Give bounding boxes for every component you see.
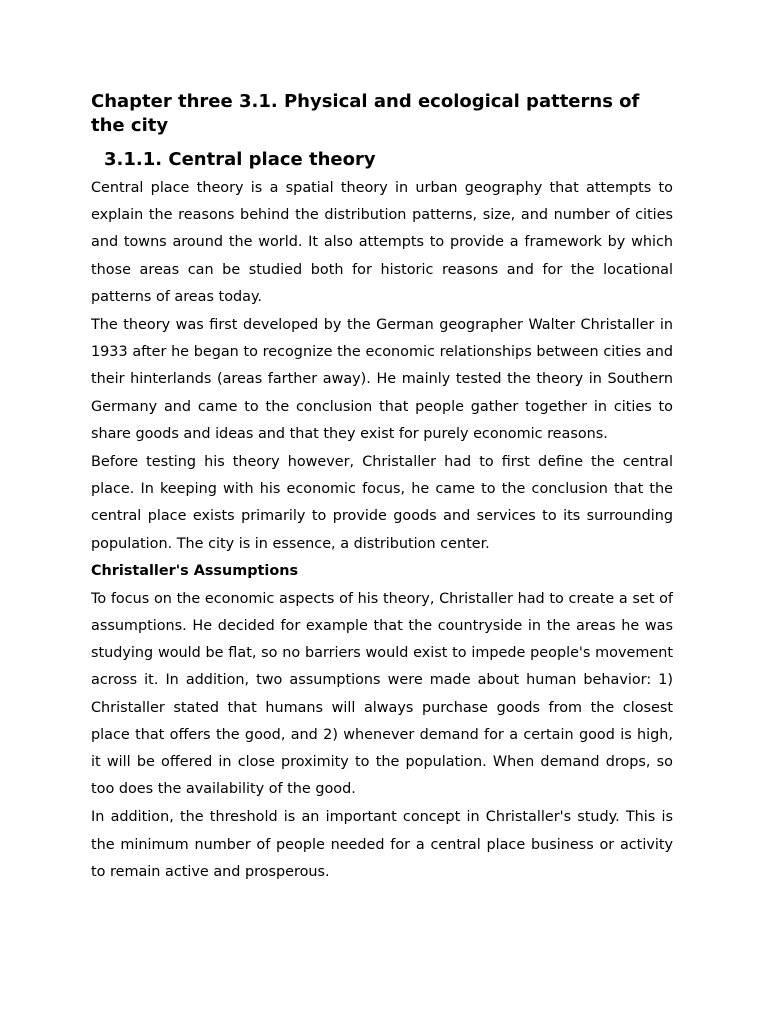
section-heading: 3.1.1. Central place theory: [104, 149, 376, 170]
assumptions-heading: Christaller's Assumptions: [91, 562, 299, 579]
paragraph-intro-1: Central place theory is a spatial theory in urban geography that attempts to explain the reasons behind the distribution patterns, size, and number of cities and towns around the world. It also attempts to provide a framework by which those areas can be studied both for historic reasons and for the locational patterns of areas today.: [91, 180, 673, 305]
paragraph-intro-2: The theory was first developed by the German geographer Walter Christaller in 1933 after he began to recognize the economic relationships between cities and their hinterlands (areas farther away). He mainly tested the theory in Southern Germany and came to the conclusion that people gather together in cities to share goods and ideas and that they exist for purely economic reasons.: [91, 317, 673, 442]
paragraph-assumptions-1: To focus on the economic aspects of his theory, Christaller had to create a set of assumptions. He decided for example that the countryside in the areas he was studying would be flat, so no barriers would exist to impede people's movement across it. In addition, two assumptions were made about human behavior: 1) Christaller stated that humans will always purchase goods from the closest place that offers the good, and 2) whenever demand for a certain good is high, it will be offered in close proximity to the population. When demand drops, so too does the availability of the good.: [91, 590, 673, 798]
document-page: [91, 90, 673, 887]
chapter-title: Chapter three 3.1. Physical and ecological patterns of the city: [91, 91, 640, 136]
paragraph-assumptions-2: In addition, the threshold is an important concept in Christaller's study. This is the minimum number of people needed for a central place business or activity to remain active and prosperous.: [91, 809, 673, 880]
paragraph-intro-3: Before testing his theory however, Christaller had to first define the central place. In keeping with his economic focus, he came to the conclusion that the central place exists primarily to provide goods and services to its surrounding population. The city is in essence, a distribution center.: [91, 454, 673, 552]
